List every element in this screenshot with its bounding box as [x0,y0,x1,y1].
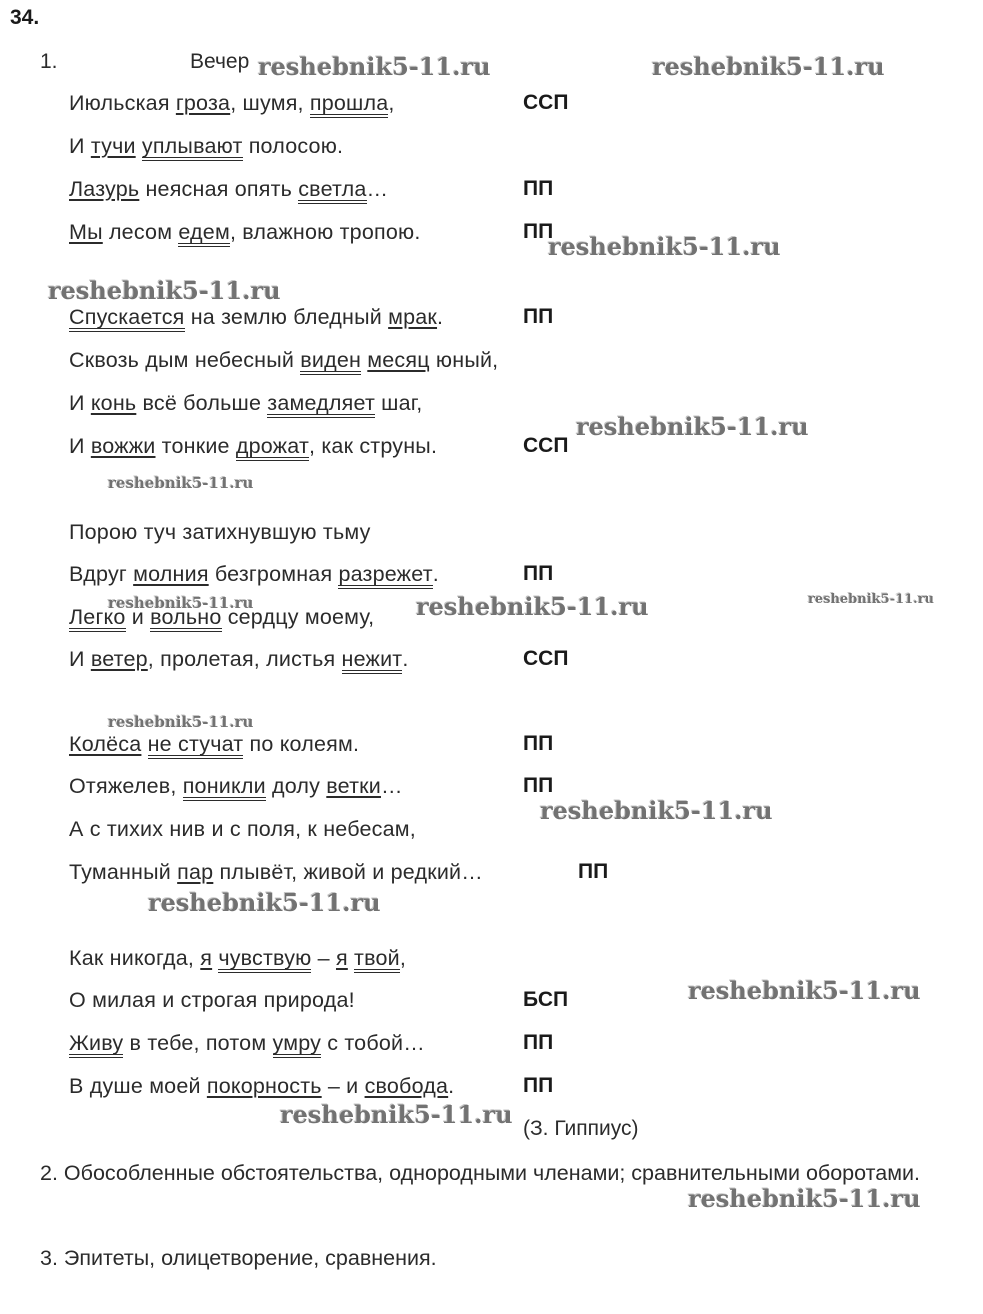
line-text: сердцу моему, [221,605,375,629]
line-text: Отяжелев, [69,774,183,798]
line-text: по колеям. [243,732,360,756]
line-text: шаг, [375,391,423,415]
watermark: reshebnik5-11.ru [808,592,935,607]
predicate-word: не стучат [148,733,244,759]
line-text: , влажною тропою. [229,220,421,244]
predicate-word: замедляет [267,392,375,418]
poem-author: (З. Гиппиус) [523,1117,639,1140]
predicate-word: твой [354,947,400,973]
line-text: – и [321,1074,365,1098]
poem-line [69,816,416,842]
line-text: тонкие [155,434,236,458]
line-text: , как струны. [309,434,438,458]
watermark: reshebnik5-11.ru [258,52,491,81]
sentence-type-label: ССП [523,434,569,457]
line-text: . [432,562,439,586]
predicate-word: Живу [69,1032,123,1058]
subject-word: гроза [175,91,231,115]
predicate-word: разрежет [338,563,432,589]
watermark: reshebnik5-11.ru [548,232,781,261]
line-text: в тебе, потом [123,1031,273,1055]
subject-word: месяц [367,348,430,372]
line-text: Туманный [69,860,178,884]
line-text: с тобой… [321,1031,425,1055]
line-text: лесом [102,220,179,244]
watermark: reshebnik5-11.ru [48,276,281,305]
sentence-type-label: ССП [523,91,569,114]
item-3-text: 3. Эпитеты, олицетворение, сравнения. [40,1246,437,1270]
poem-line [69,1030,425,1058]
subject-word: вожжи [90,434,156,458]
watermark: reshebnik5-11.ru [108,594,254,612]
line-text: долу [265,774,327,798]
item-2-text [40,1160,975,1186]
predicate-word: прошла [310,92,389,118]
poem-line [69,1073,454,1099]
line-text: Порою туч затихнувшую тьму [69,520,371,544]
line-text: И [69,647,91,671]
watermark: reshebnik5-11.ru [688,976,921,1005]
poem-line [69,519,371,545]
line-text: Сквозь дым небесный [69,348,301,372]
watermark: reshebnik5-11.ru [280,1100,513,1129]
predicate-word: умру [273,1032,322,1058]
watermark: reshebnik5-11.ru [108,713,254,731]
line-text: . [437,305,444,329]
subject-word: Мы [69,220,103,244]
sentence-type-label: ПП [523,774,554,797]
predicate-word: уплывают [142,135,243,161]
line-text: . [402,647,409,671]
subject-word: Лазурь [69,177,140,201]
sentence-type-label: БСП [523,988,569,1011]
item-1-number: 1. [40,50,58,73]
predicate-word: чувствую [218,947,311,973]
predicate-word: светла [298,178,366,204]
line-text: юный, [429,348,499,372]
sentence-type-label: ПП [523,562,554,585]
line-text: безгромная [208,562,339,586]
subject-word: покорность [206,1074,322,1098]
watermark: reshebnik5-11.ru [108,474,254,492]
sentence-type-label: ПП [523,305,554,328]
watermark: reshebnik5-11.ru [576,412,809,441]
line-text: И [69,391,91,415]
line-text: Вдруг [69,562,134,586]
line-text: О милая и строгая природа! [69,988,355,1012]
poem-line [69,987,355,1013]
line-text: А с тихих нив и с поля, к небесам, [69,817,416,841]
line-text: И [69,134,91,158]
predicate-word: едем [178,221,230,247]
line-text: – [311,946,336,970]
line-text: плывёт, живой и редкий… [213,860,483,884]
poem-line [69,347,498,375]
sentence-type-label: ПП [523,732,554,755]
predicate-word: поникли [183,775,266,801]
subject-word: мрак [388,305,438,329]
poem-line [69,304,443,332]
watermark: reshebnik5-11.ru [148,888,381,917]
subject-word: пар [177,860,214,884]
line-text: И [69,434,91,458]
line-text: … [380,774,403,798]
subject-word: конь [90,391,137,415]
line-text: Июльская [69,91,176,115]
subject-word: я [200,946,213,970]
sentence-type-label: ПП [578,860,609,883]
subject-word: я [335,946,348,970]
poem-line [69,646,409,674]
line-text: , пролетая, листья [147,647,342,671]
sentence-type-label: ПП [523,1031,554,1054]
poem-line [69,219,421,247]
line-text: полосою. [242,134,344,158]
poem-line [69,133,343,161]
watermark: reshebnik5-11.ru [540,796,773,825]
predicate-word: Спускается [69,306,185,332]
predicate-word: дрожат [236,435,309,461]
subject-word: ветки [326,774,381,798]
watermark: reshebnik5-11.ru [688,1184,921,1213]
poem-line [69,561,439,589]
predicate-word: виден [300,349,361,375]
line-text: всё больше [136,391,268,415]
sentence-type-label: ПП [523,220,554,243]
poem-line [69,90,395,118]
line-text: и [125,605,151,629]
line-text: неясная опять [139,177,299,201]
poem-line [69,176,388,204]
poem-line [69,433,437,461]
item-2-content: 2. Обособленные обстоятельства, однородными членами; сравнительными оборотами. [40,1161,920,1185]
poem-line [69,945,406,973]
line-text: В душе моей [69,1074,207,1098]
line-text: , [388,91,395,115]
task-number: 34. [10,6,40,29]
sentence-type-label: ССП [523,647,569,670]
predicate-word: Легко [69,606,126,632]
subject-word: молния [133,562,209,586]
predicate-word: нежит [342,648,403,674]
subject-word: Колёса [69,732,142,756]
poem-line [69,859,483,885]
poem-line [69,731,359,759]
sentence-type-label: ПП [523,1074,554,1097]
sentence-type-label: ПП [523,177,554,200]
subject-word: тучи [90,134,136,158]
line-text: . [448,1074,455,1098]
line-text: , шумя, [230,91,310,115]
line-text: Как никогда, [69,946,201,970]
watermark: reshebnik5-11.ru [416,592,649,621]
subject-word: свобода [364,1074,449,1098]
watermark: reshebnik5-11.ru [652,52,885,81]
poem-title: Вечер [190,50,250,73]
subject-word: ветер [90,647,148,671]
line-text: на землю бледный [184,305,389,329]
poem-line [69,773,403,801]
predicate-word: вольно [150,606,221,632]
line-text: … [366,177,389,201]
line-text: , [399,946,406,970]
poem-line [69,390,422,418]
